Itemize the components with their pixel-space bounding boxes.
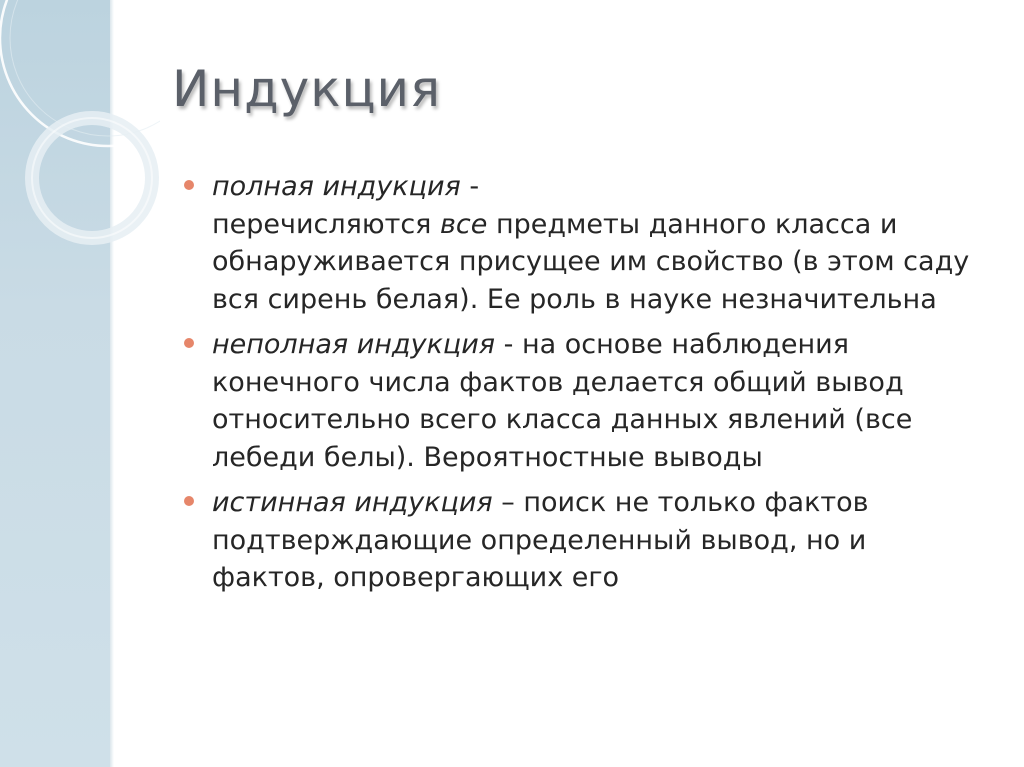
bullet-text: предметы данного класса bbox=[487, 208, 872, 240]
bullet-term: неполная индукция bbox=[212, 329, 496, 360]
bullet-dot-icon bbox=[184, 338, 194, 348]
bullet-term: полная индукция bbox=[212, 171, 461, 202]
bullet-term: истинная индукция bbox=[212, 487, 493, 518]
bullet-text: и обнаруживается присущее им свойство (в этом саду вся сирень белая). Ее роль в науке незначительна bbox=[212, 208, 970, 315]
bullet-text: - на основе наблюдения конечного числа фактов делается общий вывод относительно всего класса данных явлений (все лебеди белы). Вероятностные выводы bbox=[212, 329, 913, 473]
bullet-emphasis: все bbox=[439, 208, 488, 240]
decorative-circles bbox=[0, 0, 160, 300]
bullet-dot-icon bbox=[184, 180, 194, 190]
bullet-text: перечисляются bbox=[212, 208, 440, 240]
bullet-item bbox=[182, 326, 982, 476]
bullet-dot-icon bbox=[184, 496, 194, 506]
bullet-text: – поиск не только фактов подтверждающие определенный вывод, но и фактов, опровергающих его bbox=[212, 487, 869, 593]
bullet-item bbox=[182, 484, 982, 597]
slide-title: Индукция bbox=[172, 60, 442, 118]
bullet-item bbox=[182, 168, 982, 318]
bullet-list bbox=[182, 168, 982, 605]
bullet-separator: - bbox=[460, 171, 480, 202]
